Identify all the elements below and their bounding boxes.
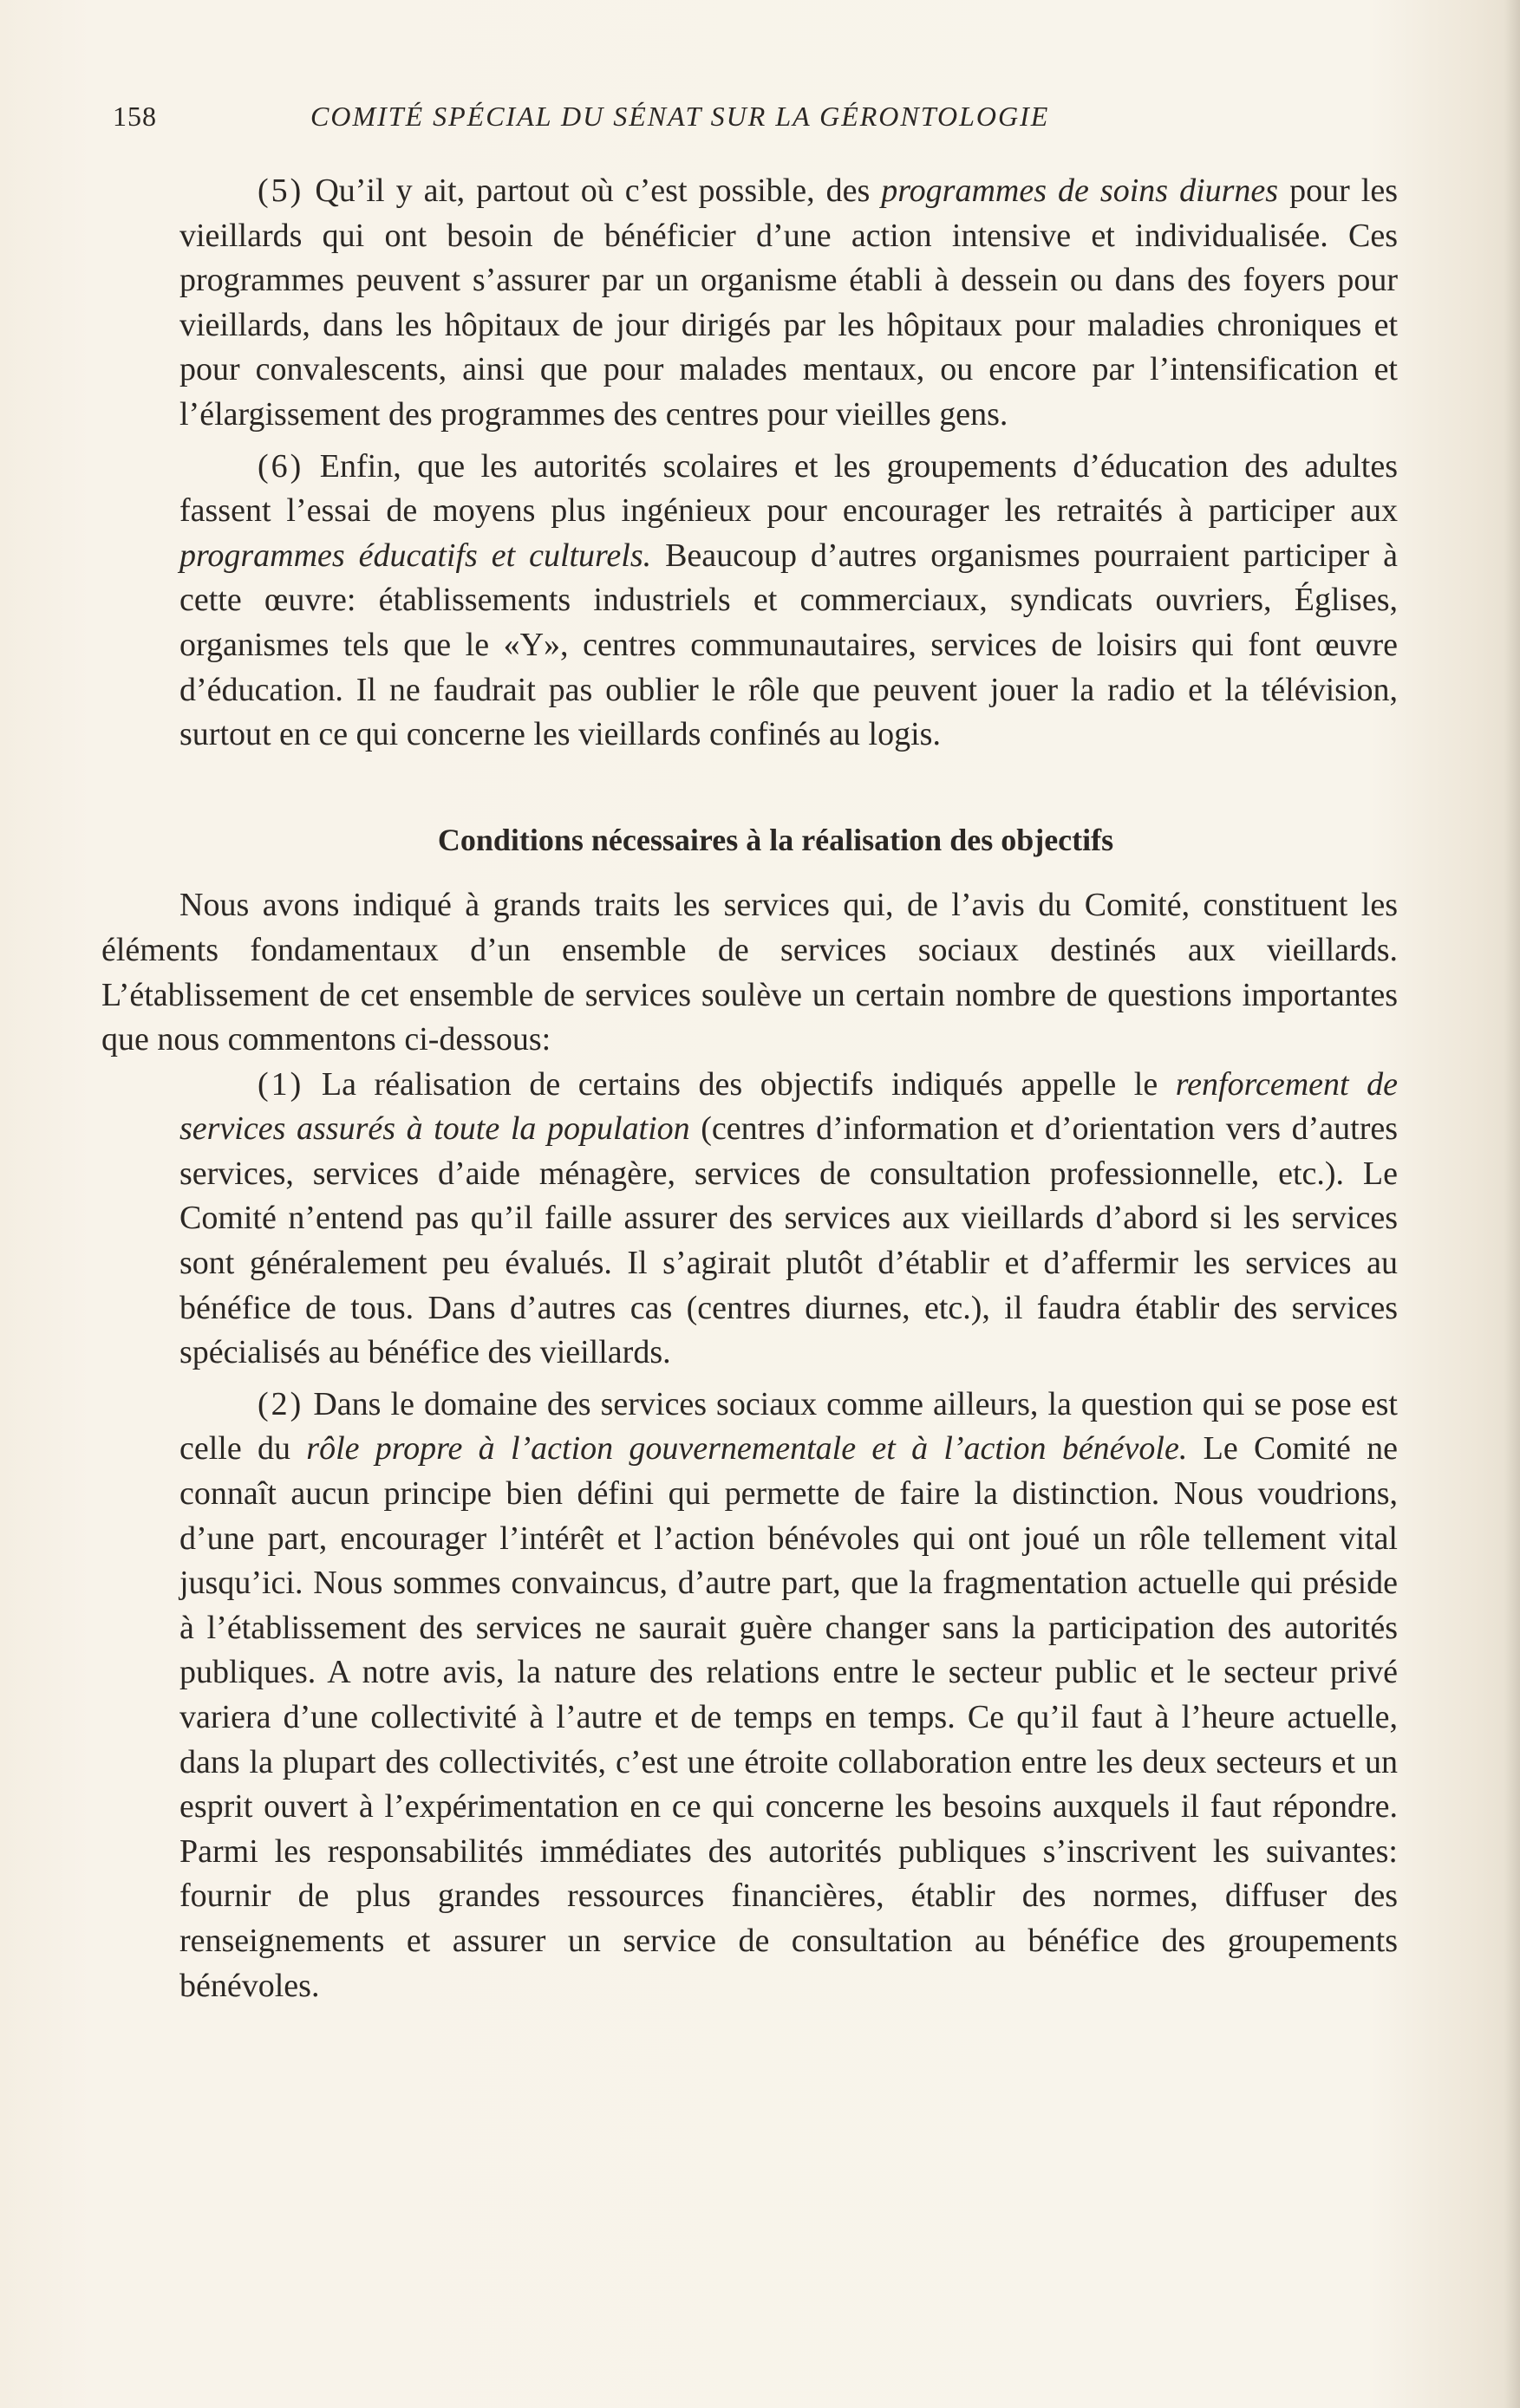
recommendation-5: (5) Qu’il y ait, partout où c’est possible, des programmes de soins diurnes pour les vieillards qui ont besoin de bénéficier d’une action intensive et individualisée. Ces programmes peuvent s’assurer par un organisme établi à dessein ou dans des foyers pour vieillards, dans les hôpitaux de jour dirigés par les hôpitaux pour maladies chroniques et pour convalescents, ainsi que pour malades mentaux, ou encore par l’intensification et l’élargissement des programmes des centres pour vieilles gens. xyxy=(179,172,1398,433)
emphasis: programmes de soins diurnes xyxy=(881,172,1279,209)
emphasis: programmes éducatifs et culturels. xyxy=(179,537,652,574)
recommendations-continued xyxy=(179,169,1398,758)
running-title: COMITÉ SPÉCIAL DU SÉNAT SUR LA GÉRONTOLOGIE xyxy=(310,101,1050,132)
conditions-list xyxy=(179,1063,1398,2008)
item-number: (1) xyxy=(258,1065,304,1103)
body-text xyxy=(101,169,1398,2008)
condition-2: (2) Dans le domaine des services sociaux comme ailleurs, la question qui se pose est celle du rôle propre à l’action gouvernementale et à l’action bénévole. Le Comité ne connaît aucun principe bien défini qui permette de faire la distinction. Nous voudrions, d’une part, encourager l’intérêt et l’action bénévoles qui ont joué un rôle tellement vital jusqu’ici. Nous sommes convaincus, d’autre part, que la fragmentation actuelle qui préside à l’établissement des services ne saurait guère changer sans la participation des autorités publiques. A notre avis, la nature des relations entre le secteur public et le secteur privé variera d’une collectivité à l’autre et de temps en temps. Ce qu’il faut à l’heure actuelle, dans la plupart des collectivités, c’est une étroite collaboration entre les deux secteurs et un esprit ouvert à l’expérimentation en ce qui concerne les besoins auxquels il faut répondre. Parmi les responsabilités immédiates des autorités publiques s’inscrivent les suivantes: fournir de plus grandes ressources financières, établir des normes, diffuser des renseignements et assurer un service de consultation au bénéfice des groupements bénévoles. xyxy=(179,1385,1399,2004)
recommendation-6: (6) Enfin, que les autorités scolaires et les groupements d’éducation des adultes fassent l’essai de moyens plus ingénieux pour encourager les retraités à participer aux programmes éducatifs et culturels. Beaucoup d’autres organismes pourraient participer à cette œuvre: établissements industriels et commerciaux, syndicats ouvriers, Églises, organismes tels que le «Y», centres communautaires, services de loisirs qui font œuvre d’éducation. Il ne faudrait pas oublier le rôle que peuvent jouer la radio et la télévision, surtout en ce qui concerne les vieillards confinés au logis. xyxy=(179,447,1398,753)
emphasis: renforcement de services assurés à toute la population xyxy=(179,1065,1398,1148)
condition-1: (1) La réalisation de certains des objectifs indiqués appelle le renforcement de services assurés à toute la population (centres d’information et d’orientation vers d’autres services, services d’aide ménagère, services de consultation professionnelle, etc.). Le Comité n’entend pas qu’il faille assurer des services aux vieillards d’abord si les services sont généralement peu évalués. Il s’agirait plutôt d’établir et d’affermir les services au bénéfice de tous. Dans d’autres cas (centres diurnes, etc.), il faudra établir des services spécialisés au bénéfice des vieillards. xyxy=(179,1065,1398,1371)
intro-paragraph: Nous avons indiqué à grands traits les services qui, de l’avis du Comité, constituent les éléments fondamentaux d’un ensemble de services sociaux destinés aux vieillards. L’établissement de cet ensemble de services soulève un certain nombre de questions importantes que nous commentons ci-dessous: xyxy=(101,887,1398,1058)
emphasis: rôle propre à l’action gouvernementale et à l’action bénévole. xyxy=(306,1430,1188,1468)
item-number: (2) xyxy=(258,1385,304,1422)
item-number: (5) xyxy=(258,172,304,209)
page-edge-shadow xyxy=(1504,0,1520,2408)
running-head xyxy=(113,97,1205,135)
section-heading: Conditions nécessaires à la réalisation des objectifs xyxy=(437,822,1114,857)
item-number: (6) xyxy=(258,447,304,485)
page-number: 158 xyxy=(113,101,157,132)
